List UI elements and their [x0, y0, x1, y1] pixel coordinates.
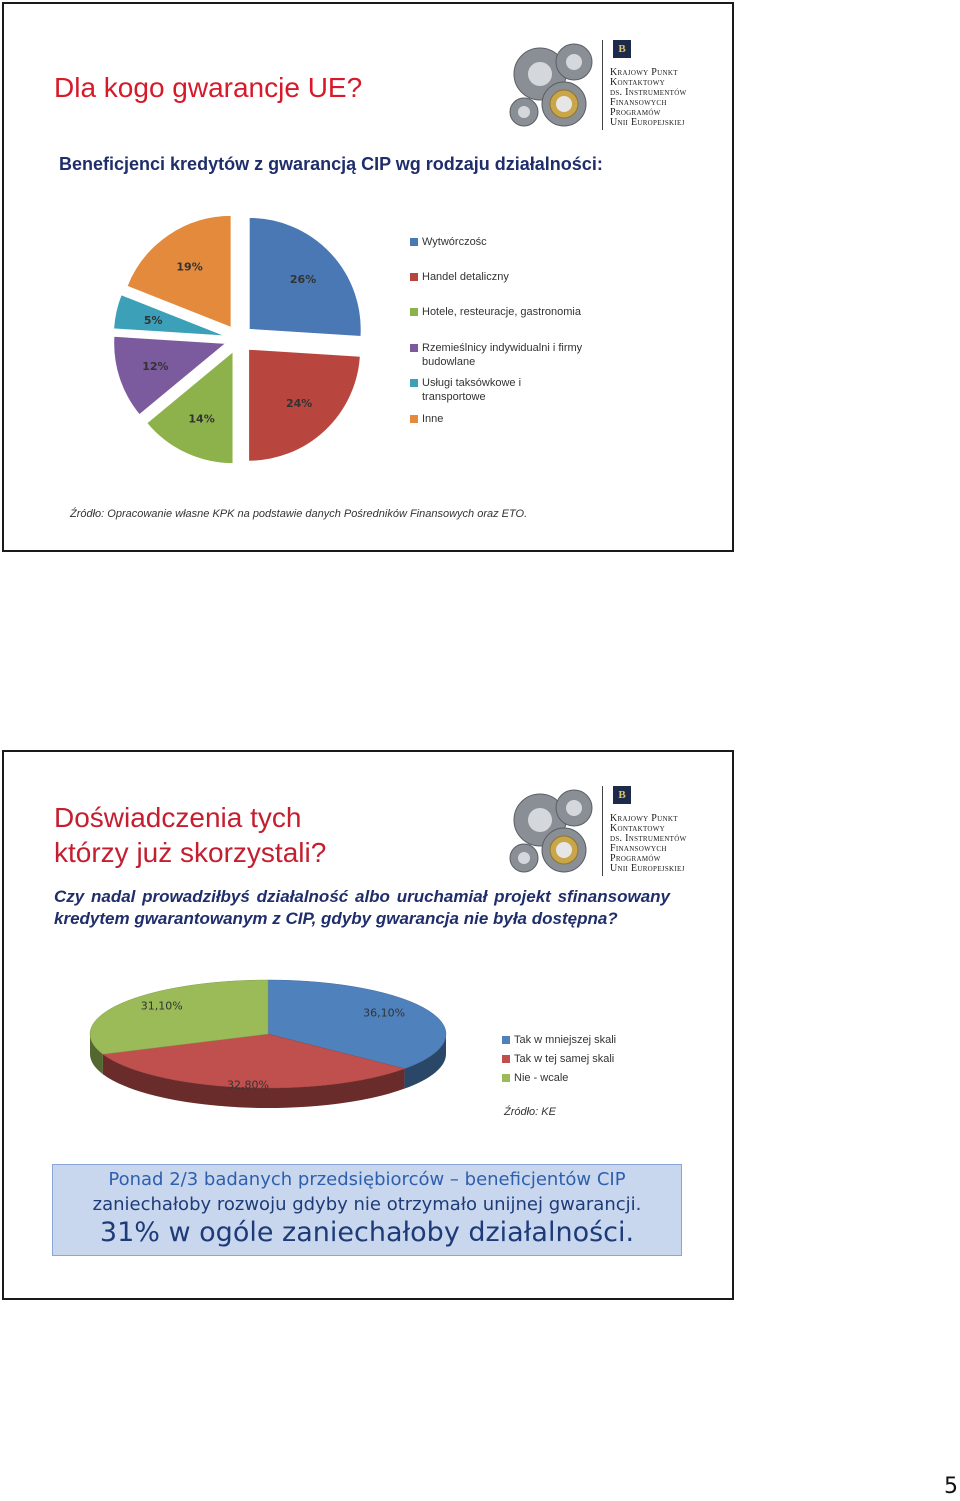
logo-text: Krajowy Punkt Kontaktowy ds. Instrumentów Finansowych Programów Unii Europejskiej — [610, 813, 687, 874]
source-note: Źródło: KE — [504, 1106, 556, 1118]
slide-title: Dla kogo gwarancje UE? — [54, 72, 363, 103]
pie-data-label: 36,10% — [363, 1006, 406, 1020]
conclusion-line: zaniechałoby rozwoju gdyby nie otrzymało unijnej gwarancji. — [92, 1194, 642, 1215]
pie-data-label: 19% — [176, 260, 203, 274]
chart-subtitle: Beneficjenci kredytów z gwarancją CIP wg rodzaju działalności: — [59, 154, 603, 174]
slide-2 — [2, 750, 734, 1300]
logo-text: Krajowy Punkt Kontaktowy ds. Instrumentów Finansowych Programów Unii Europejskiej — [610, 67, 687, 128]
page-number: 5 — [944, 1474, 958, 1499]
sector-legend: Wytwórczośc Handel detaliczny Hotele, resteuracje, gastronomia Rzemieślnicy indywidualni i firmy budowlane Usługi taksówkowe i transportowe Inne — [410, 235, 610, 435]
pie-data-label: 26% — [289, 272, 317, 286]
pie-data-label: 14% — [188, 412, 215, 426]
survey-legend: Tak w mniejszej skali Tak w tej samej skali Nie - wcale — [502, 1033, 682, 1093]
survey-question: Czy nadal prowadziłbyś działalność albo uruchamiał projekt sfinansowany kredytem gwarantowanym z CIP, gdyby gwarancja nie była dostępna? — [54, 887, 670, 928]
pie-data-label: 24% — [286, 397, 313, 411]
bank-emblem-icon: B — [613, 40, 631, 58]
pie-data-label: 31,10% — [140, 999, 183, 1013]
conclusion-line: Ponad 2/3 badanych przedsiębiorców – beneficjentów CIP — [108, 1169, 626, 1190]
pie-data-label: 5% — [143, 313, 163, 327]
pie-data-label: 12% — [142, 360, 169, 374]
source-note: Źródło: Opracowanie własne KPK na podstawie danych Pośredników Finansowych oraz ETO. — [70, 508, 528, 520]
gears-logo-icon — [502, 780, 602, 880]
slide-1 — [2, 2, 734, 552]
conclusion-box — [52, 1164, 682, 1256]
slide-title: Doświadczenia tych którzy już skorzystali? — [54, 802, 327, 868]
sector-pie-chart — [94, 199, 404, 479]
kpk-logo — [502, 780, 712, 880]
survey-3d-pie-chart — [88, 976, 458, 1126]
kpk-logo — [502, 34, 712, 134]
gears-logo-icon — [502, 34, 602, 134]
conclusion-headline: 31% w ogóle zaniechałoby działalności. — [99, 1217, 635, 1248]
pie-data-label: 32,80% — [226, 1078, 269, 1092]
bank-emblem-icon: B — [613, 786, 631, 804]
